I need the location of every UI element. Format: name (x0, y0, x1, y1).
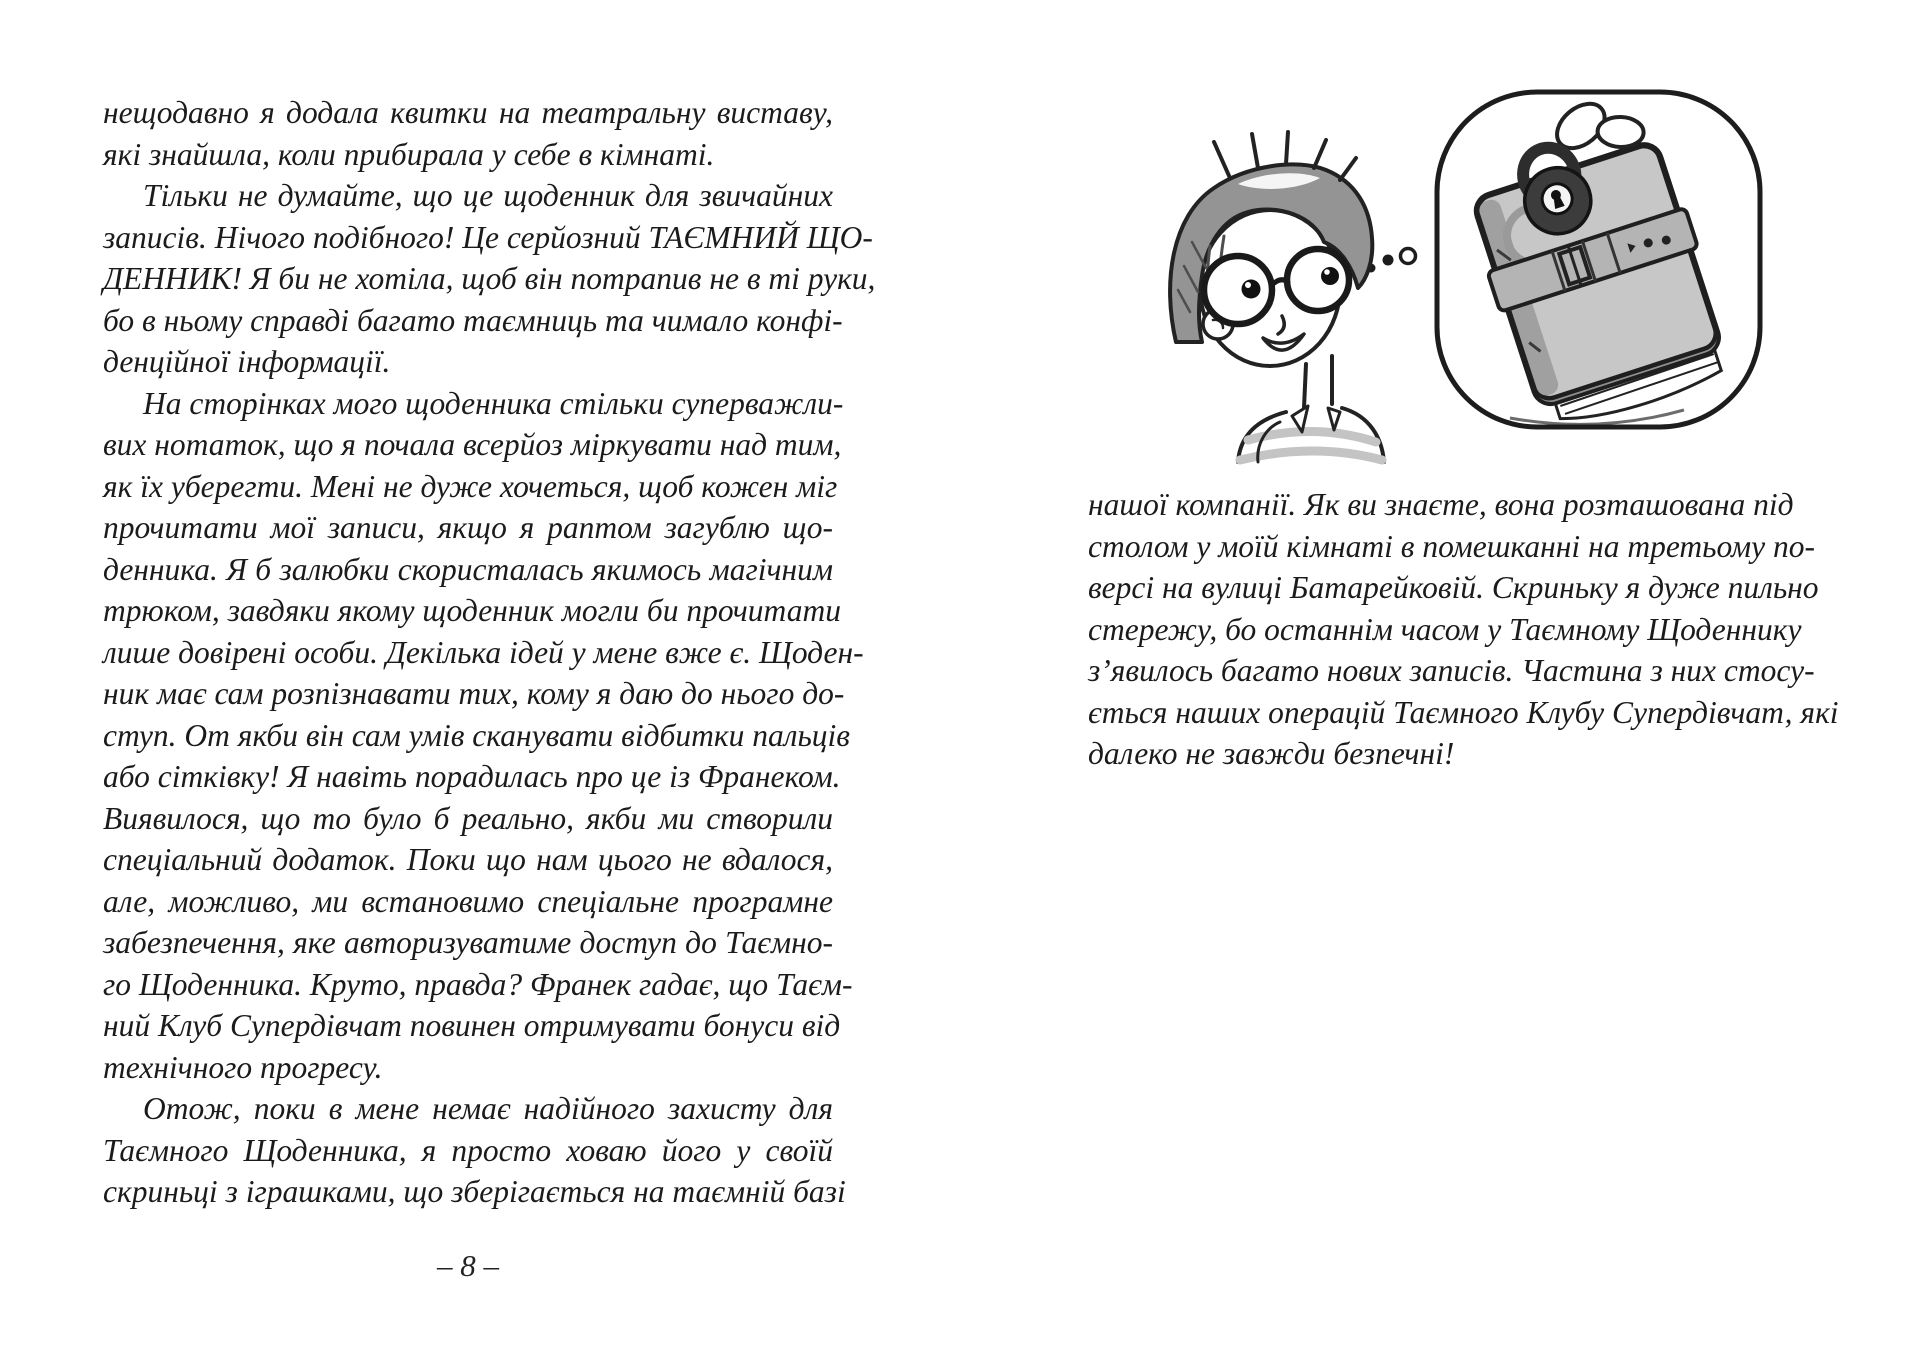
text-line: записів. Нічого подібного! Це серйозний ТАЄМНИЙ ЩО- (103, 219, 873, 255)
text-line: прочитати мої записи, якщо я раптом загублю що- (103, 510, 833, 545)
text-line: нещодавно я додала квитки на театральну виставу, (103, 95, 833, 130)
text-line: але, можливо, ми встановимо спеціальне програмне (103, 883, 833, 919)
text-line: бо в ньому справді багато таємниць та чимало конфі- (103, 302, 843, 338)
text-line: стережу, бо останнім часом у Таємному Щоденнику (1088, 611, 1802, 647)
text-line: Виявилося, що то було б реально, якби ми створили (103, 800, 833, 836)
text-line: скриньці з іграшками, що зберігається на таємній базі (103, 1174, 846, 1209)
text-line: Тільки не думайте, що це щоденник для звичайних (143, 178, 833, 213)
text-line: з’явилось багато нових записів. Частина з них стосу- (1088, 653, 1815, 688)
text-line: Отож, поки в мене немає надійного захисту для (143, 1091, 833, 1126)
text-line: На сторінках мого щоденника стільки суперважли- (143, 385, 844, 421)
text-line: спеціальний додаток. Поки що нам цього не вдалося, (103, 842, 833, 877)
page-number: – 8 – (437, 1248, 499, 1283)
text-line: нашої компанії. Як ви знаєте, вона розташована під (1088, 487, 1794, 522)
text-line: ник має сам розпізнавати тих, кому я даю до нього до- (103, 676, 845, 711)
text-line: трюком, завдяки якому щоденник могли би прочитати (103, 593, 841, 628)
left-page-text-column (103, 92, 876, 1213)
text-line: які знайшла, коли прибирала у себе в кімнаті. (103, 136, 715, 172)
text-line: Таємного Щоденника, я просто ховаю його у своїй (103, 1132, 833, 1168)
text-line: ється наших операцій Таємного Клубу Супердівчат, які (1088, 694, 1839, 730)
text-line: технічного прогресу. (103, 1049, 383, 1085)
text-line: ний Клуб Супердівчат повинен отримувати бонуси від (103, 1008, 841, 1043)
text-line: лише довірені особи. Декілька ідей у мене вже є. Щоден- (103, 634, 864, 670)
text-line: або сітківку! Я навіть порадилась про це із Франеком. (103, 759, 841, 794)
text-line: забезпечення, яке авторизуватиме доступ до Таємно- (103, 925, 833, 960)
text-line: далеко не завжди безпечні! (1088, 736, 1455, 771)
illustration-girl-thinking-of-diary (1118, 76, 1786, 484)
text-line: столом у моїй кімнаті в помешканні на третьому по- (1088, 528, 1815, 564)
text-line: як їх уберегти. Мені не дуже хочеться, щоб кожен міг (103, 468, 838, 504)
text-line: денника. Я б залюбки скористалась якимось магічним (103, 551, 833, 587)
right-page-text-column (1088, 484, 1839, 775)
text-line: вих нотаток, що я почала всерйоз міркувати над тим, (103, 427, 842, 462)
text-line: ДЕННИК! Я би не хотіла, щоб він потрапив не в ті руки, (103, 261, 876, 296)
text-line: ступ. От якби він сам умів сканувати відбитки пальців (103, 717, 850, 753)
girl-with-glasses (1170, 132, 1386, 462)
text-line: денційної інформації. (103, 344, 391, 379)
text-line: го Щоденника. Круто, правда? Франек гадає, що Таєм- (103, 966, 853, 1002)
text-line: версі на вулиці Батарейковій. Скриньку я дуже пильно (1088, 570, 1819, 605)
